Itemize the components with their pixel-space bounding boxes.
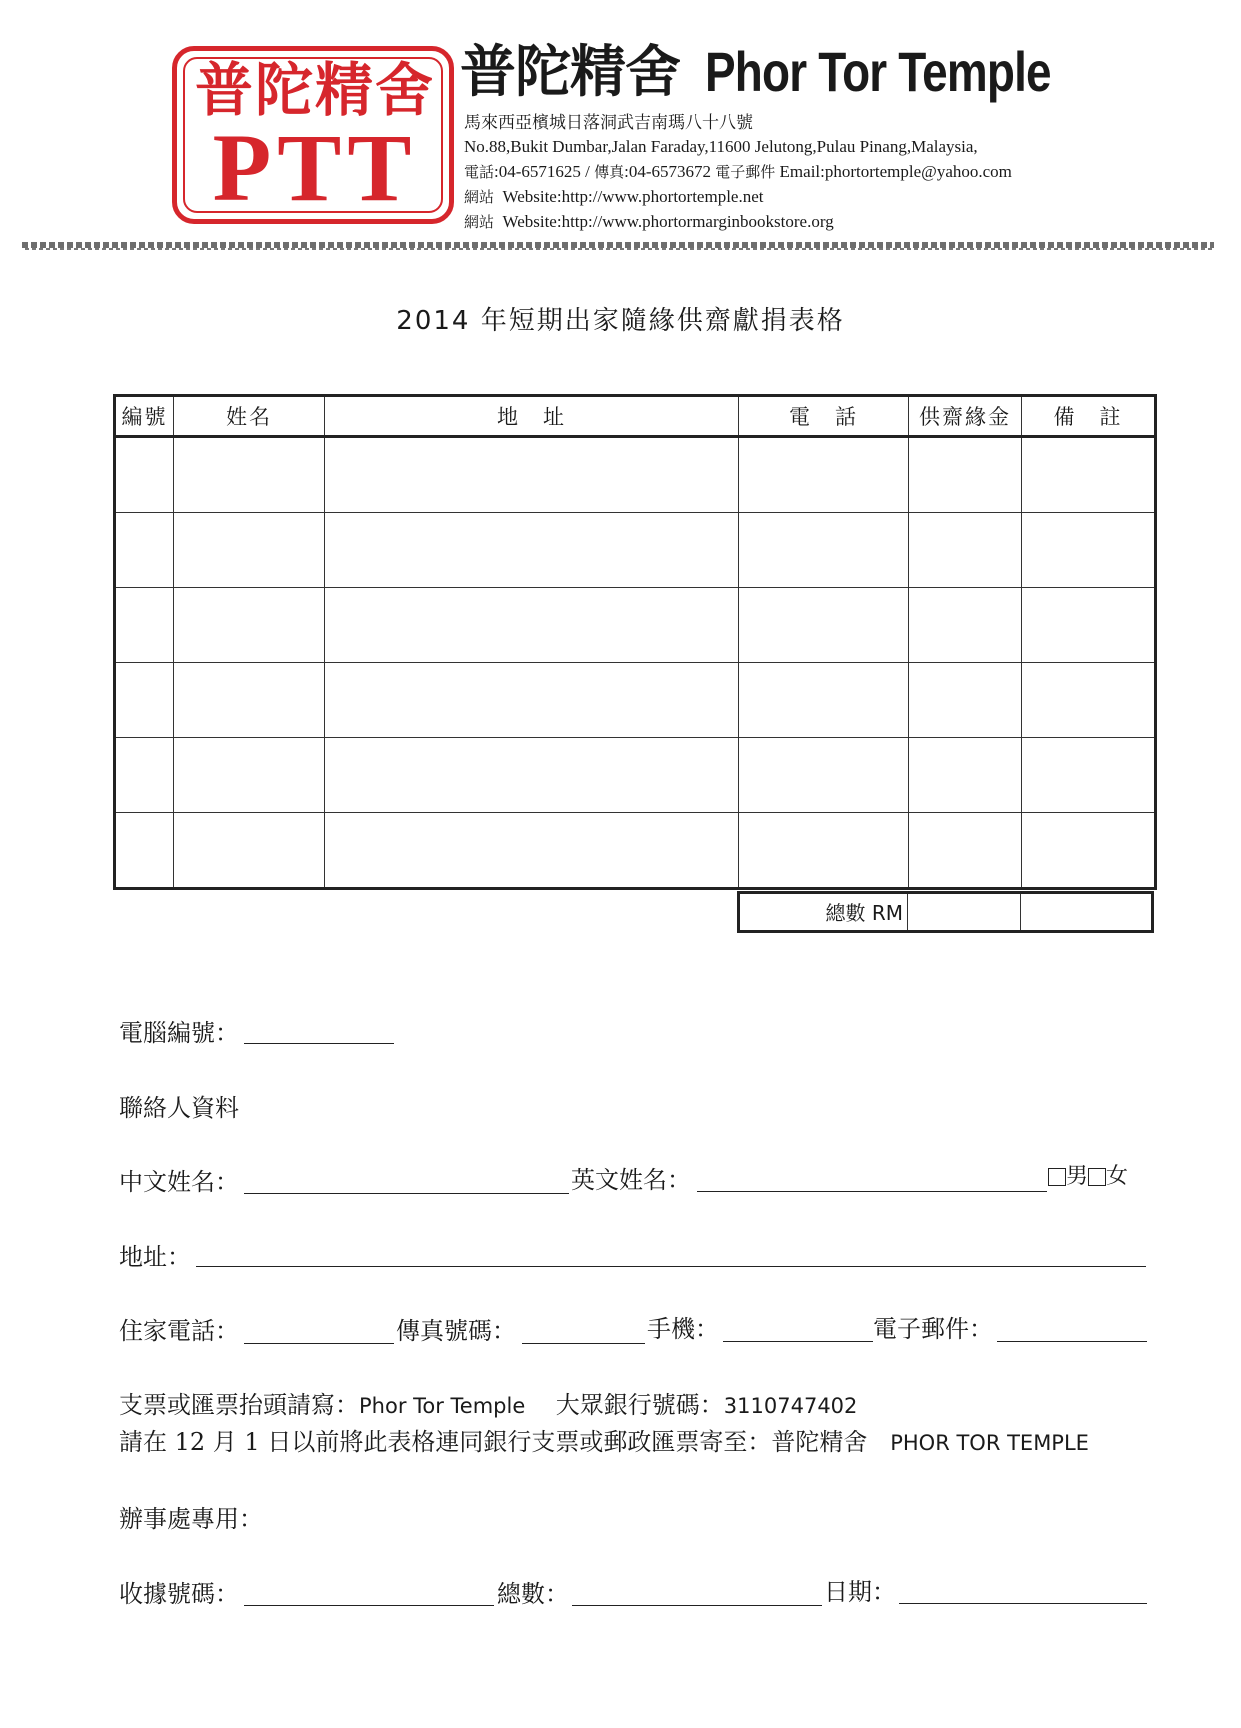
table-row (115, 738, 1156, 813)
col-header-phone: 電 話 (739, 396, 909, 437)
english-name-field[interactable] (697, 1191, 1047, 1192)
contact-line (464, 161, 1012, 183)
total-row (737, 891, 1154, 933)
col-header-offering-amount: 供齋緣金 (909, 396, 1022, 437)
date-field[interactable] (899, 1603, 1147, 1604)
table-cell[interactable] (325, 513, 739, 588)
phone-value: :04-6571625 / (494, 162, 590, 181)
phone-label: 電話 (464, 163, 495, 181)
table-cell[interactable] (174, 663, 325, 738)
table-cell[interactable] (115, 738, 174, 813)
deadline-text: 請在 12 月 1 日以前將此表格連同銀行支票或郵政匯票寄至：普陀精舍 (119, 1428, 868, 1456)
mobile-field[interactable] (723, 1341, 873, 1342)
table-cell[interactable] (325, 663, 739, 738)
address-chinese: 馬來西亞檳城日落洞武吉南瑪八十八號 (464, 113, 753, 132)
table-row (115, 663, 1156, 738)
table-cell[interactable] (115, 588, 174, 663)
home-phone-label: 住家電話： (119, 1317, 239, 1345)
table-cell[interactable] (1022, 813, 1156, 889)
table-cell[interactable] (909, 813, 1022, 889)
website-line-2 (464, 211, 834, 233)
male-label: 男 (1066, 1164, 1089, 1189)
col-header-address: 地 址 (325, 396, 739, 437)
table-cell[interactable] (174, 813, 325, 889)
cheque-payee: Phor Tor Temple (359, 1394, 526, 1418)
chinese-name-label: 中文姓名： (119, 1168, 239, 1196)
email-value: Email:phortortemple@yahoo.com (779, 162, 1012, 181)
table-cell[interactable] (325, 813, 739, 889)
bank-account-no: 3110747402 (723, 1394, 858, 1418)
table-cell[interactable] (739, 738, 909, 813)
header-divider-dots (22, 248, 1214, 250)
table-cell[interactable] (909, 437, 1022, 513)
male-checkbox[interactable] (1048, 1168, 1066, 1186)
table-cell[interactable] (1022, 738, 1156, 813)
table-cell[interactable] (115, 813, 174, 889)
table-cell[interactable] (325, 588, 739, 663)
table-cell[interactable] (909, 588, 1022, 663)
total-label: 總數 RM (740, 894, 908, 930)
table-cell[interactable] (115, 513, 174, 588)
col-header-remarks: 備 註 (1022, 396, 1156, 437)
contact-section-heading: 聯絡人資料 (119, 1094, 239, 1122)
table-cell[interactable] (909, 738, 1022, 813)
receipt-no-field[interactable] (244, 1605, 494, 1606)
website-line-1 (464, 186, 764, 208)
office-total-field[interactable] (572, 1605, 822, 1606)
logo-ptt-text: PTT (212, 114, 418, 221)
table-cell[interactable] (909, 663, 1022, 738)
address-label: 地址： (119, 1243, 191, 1271)
total-amount-cell[interactable] (908, 894, 1021, 930)
deadline-line (119, 1427, 1089, 1458)
temple-name-cn: 普陀精舍 (460, 40, 680, 105)
table-cell[interactable] (325, 738, 739, 813)
payment-line (119, 1390, 857, 1421)
deadline-temple-en: PHOR TOR TEMPLE (890, 1431, 1089, 1455)
table-cell[interactable] (1022, 437, 1156, 513)
address-field[interactable] (196, 1266, 1146, 1267)
fax-no-field[interactable] (522, 1343, 645, 1344)
website-2: Website:http://www.phortormarginbookstore.org (502, 212, 834, 231)
office-total-label: 總數： (497, 1580, 569, 1608)
table-cell[interactable] (1022, 513, 1156, 588)
table-row (115, 513, 1156, 588)
table-header-row (115, 396, 1156, 437)
table-cell[interactable] (739, 437, 909, 513)
gender-group (1048, 1162, 1128, 1192)
female-checkbox[interactable] (1088, 1168, 1106, 1186)
fax-no-label: 傳真號碼： (396, 1317, 516, 1345)
table-cell[interactable] (325, 437, 739, 513)
computer-no-label: 電腦編號： (119, 1019, 239, 1047)
table-row (115, 437, 1156, 513)
email-label: 電子郵件 (715, 163, 776, 181)
table-row (115, 813, 1156, 889)
fax-value: :04-6573672 (624, 162, 712, 181)
web-label-1: 網站 (464, 188, 495, 206)
office-use-heading: 辦事處專用： (119, 1505, 263, 1533)
table-cell[interactable] (174, 588, 325, 663)
cheque-payee-label: 支票或匯票抬頭請寫： (119, 1391, 359, 1419)
total-remarks-cell[interactable] (1021, 894, 1151, 930)
email-field-label: 電子郵件： (873, 1315, 993, 1343)
table-cell[interactable] (739, 663, 909, 738)
address-english: No.88,Bukit Dumbar,Jalan Faraday,11600 Jelutong,Pulau Pinang,Malaysia, (464, 137, 978, 156)
table-cell[interactable] (909, 513, 1022, 588)
table-cell[interactable] (174, 738, 325, 813)
mobile-label: 手機： (647, 1315, 719, 1343)
table-cell[interactable] (115, 437, 174, 513)
receipt-no-label: 收據號碼： (119, 1580, 239, 1608)
home-phone-field[interactable] (244, 1343, 394, 1344)
table-cell[interactable] (1022, 663, 1156, 738)
chinese-name-field[interactable] (244, 1193, 569, 1194)
temple-name (460, 40, 1126, 105)
logo-chinese-text: 普陀精舍 (194, 56, 435, 124)
bank-label: 大眾銀行號碼： (555, 1391, 724, 1419)
website-1: Website:http://www.phortortemple.net (502, 187, 764, 206)
table-cell[interactable] (174, 437, 325, 513)
table-cell[interactable] (739, 513, 909, 588)
computer-no-field[interactable] (244, 1043, 394, 1044)
col-header-number: 編號 (115, 396, 174, 437)
email-field[interactable] (997, 1341, 1147, 1342)
table-cell[interactable] (174, 513, 325, 588)
donation-table (113, 394, 1157, 890)
col-header-name: 姓名 (174, 396, 325, 437)
female-label: 女 (1106, 1164, 1129, 1189)
table-cell[interactable] (115, 663, 174, 738)
english-name-label: 英文姓名： (571, 1166, 691, 1194)
web-label-2: 網站 (464, 213, 495, 231)
table-cell[interactable] (739, 588, 909, 663)
fax-label: 傳真 (594, 163, 625, 181)
form-title: 2014 年短期出家隨緣供齋獻捐表格 (396, 306, 845, 336)
date-label: 日期： (824, 1578, 896, 1606)
table-cell[interactable] (739, 813, 909, 889)
table-cell[interactable] (1022, 588, 1156, 663)
table-row (115, 588, 1156, 663)
temple-name-en: Phor Tor Temple (704, 40, 1051, 103)
